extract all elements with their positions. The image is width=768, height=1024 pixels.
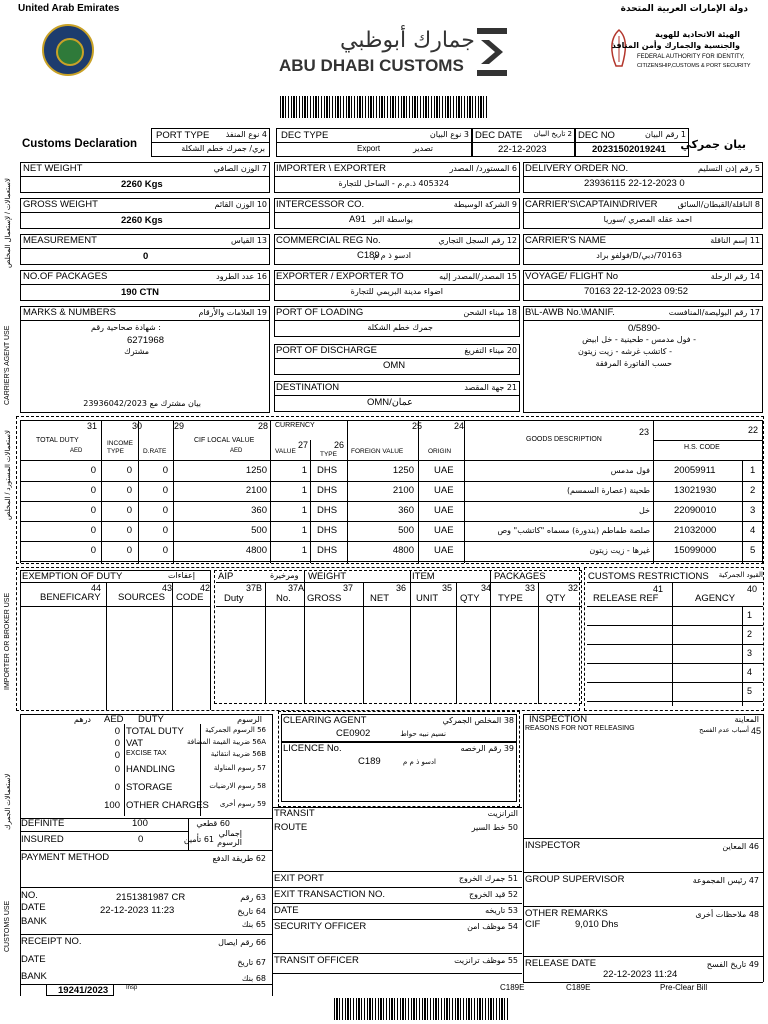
goods-cell-type: DHS bbox=[317, 545, 338, 556]
duty-row-ar: 57 رسوم المناولة bbox=[213, 764, 266, 772]
duty-row-label: HANDLING bbox=[126, 764, 176, 775]
goods-cell-duty: 0 bbox=[90, 545, 96, 556]
restriction-row-num: 3 bbox=[747, 648, 753, 658]
duty-row-label: STORAGE bbox=[126, 782, 173, 793]
goods-cell-origin: UAE bbox=[434, 525, 454, 536]
goods-cell-no: 1 bbox=[750, 465, 756, 476]
goods-cell-rate: 0 bbox=[162, 465, 168, 476]
duty-row-ar: 56A ضريبة القيمة المضافة bbox=[187, 738, 266, 746]
goods-row-divider bbox=[20, 561, 763, 562]
side-label-1: لاستعمالات / لإستعمال المخلص bbox=[5, 177, 12, 268]
goods-cell-val: 1 bbox=[301, 545, 307, 556]
goods-cell-rate: 0 bbox=[162, 485, 168, 496]
awb-field: B\L-AWB No.\MANIF. 17 رقم البوليصة/المنافست 0/5890- - فول مدمس - طحينية - خل ابيض - كاتشب غرشه - زيت زيتون حسب الفاتورة المرفقة bbox=[523, 306, 763, 413]
packages-field: NO.OF PACKAGES 16 عدد الطرود 190 CTN bbox=[20, 270, 270, 301]
goods-cell-cif: 4800 bbox=[245, 545, 267, 556]
goods-cell-rate: 0 bbox=[162, 505, 168, 516]
port-discharge-field: PORT OF DISCHARGE 20 ميناء التفريغ OMN bbox=[274, 344, 520, 375]
goods-cell-cif: 1250 bbox=[245, 465, 267, 476]
restriction-row-divider bbox=[587, 682, 763, 683]
goods-cell-no: 4 bbox=[750, 525, 756, 536]
duty-row-ar: 56B ضريبة انتقائية bbox=[210, 750, 266, 758]
goods-cell-desc: خل bbox=[638, 506, 650, 515]
barcode-top bbox=[280, 96, 488, 118]
dec-ref: 19241/2023 bbox=[58, 985, 109, 996]
authority-en2: CITIZENSHIP,CUSTOMS & PORT SECURITY bbox=[637, 63, 751, 69]
goods-cell-duty: 0 bbox=[90, 485, 96, 496]
footer-c189e-1: C189E bbox=[500, 983, 525, 992]
duty-row-label: OTHER CHARGES bbox=[126, 800, 209, 811]
marks-field: MARKS & NUMBERS 19 العلامات والأرقام : شهادة صحاحية رقم 6271968 مشترك بيان مشترك مع 23936042/2023 bbox=[20, 306, 270, 413]
goods-cell-rate: 0 bbox=[162, 525, 168, 536]
footer-pre-clear: Pre-Clear Bill bbox=[660, 983, 708, 992]
goods-cell-val: 1 bbox=[301, 525, 307, 536]
customs-logo-icon bbox=[475, 26, 509, 78]
importer-field: IMPORTER \ EXPORTER 6 المستورد/ المصدر 405324 ذ.م.م - الساحل للتجارة bbox=[274, 162, 520, 193]
page-title: Customs Declaration bbox=[22, 138, 138, 150]
carrier-captain-field: CARRIER'S\CAPTAIN\DRIVER 8 الناقلة/القبطان/السائق احمد عقله المصري /سوريا bbox=[523, 198, 763, 229]
goods-cell-income: 0 bbox=[126, 485, 132, 496]
duty-row-label: TOTAL DUTY bbox=[126, 726, 184, 737]
inspection-section: INSPECTION المعاينة REASONS FOR NOT RELEASING أسباب عدم الفسح 45 INSPECTOR 46 المعاين GROUP SUPERVISOR 47 رئيس المجموعة OTHER REMARKS 48 ملاحظات أخرى CIF 9,010 Dhs RELEASE DATE 49 تاريخ الفسح 22-12-2023 11:24 bbox=[523, 714, 763, 982]
port-loading-field: PORT OF LOADING 18 ميناء الشحن جمرك خطم الشكلة bbox=[274, 306, 520, 337]
customs-en: ABU DHABI CUSTOMS bbox=[279, 56, 464, 75]
goods-cell-rate: 0 bbox=[162, 545, 168, 556]
goods-cell-cif: 500 bbox=[251, 525, 267, 536]
net-weight-field: NET WEIGHT 7 الوزن الصافي 2260 Kgs bbox=[20, 162, 270, 193]
authority-en1: FEDERAL AUTHORITY FOR IDENTITY, bbox=[637, 54, 745, 60]
country-ar: دولة الإمارات العربية المتحدة bbox=[620, 4, 748, 14]
goods-cell-income: 0 bbox=[126, 525, 132, 536]
goods-cell-duty: 0 bbox=[90, 525, 96, 536]
restriction-row-num: 2 bbox=[747, 629, 753, 639]
restrictions-table: CUSTOMS RESTRICTIONS القيود الجمركية 41 RELEASE REF 40 AGENCY 1 2 3 4 5 bbox=[587, 570, 763, 710]
authority-ar2: والجنسية والجمارك وأمن المنافذ bbox=[611, 41, 740, 50]
country-en: United Arab Emirates bbox=[18, 3, 120, 14]
goods-cell-origin: UAE bbox=[434, 485, 454, 496]
restriction-row-divider bbox=[587, 663, 763, 664]
goods-cell-type: DHS bbox=[317, 525, 338, 536]
delivery-order-field: DELIVERY ORDER NO. 5 رقم إذن التسليم 23936115 22-12-2023 0 bbox=[523, 162, 763, 193]
side-label-3: لاستعمالات المستورد / المخلص bbox=[5, 429, 12, 520]
dec-date-box: DEC DATE 2 تاريخ البيان 22-12-2023 bbox=[472, 128, 575, 157]
restriction-row-divider bbox=[587, 701, 763, 702]
measurement-field: MEASUREMENT 13 القياس 0 bbox=[20, 234, 270, 265]
dec-type-box: DEC TYPE 3 نوع البيان Export تصدير bbox=[276, 128, 472, 157]
side-label-4: IMPORTER OR BROKER USE bbox=[4, 592, 11, 690]
goods-cell-type: DHS bbox=[317, 485, 338, 496]
customs-ar: جمارك أبوظبي bbox=[340, 28, 475, 53]
side-label-5: لاستعمالات الجمرك bbox=[5, 773, 12, 830]
duty-section: درهم AED DUTY الرسوم 0 TOTAL DUTY 56 الرسوم الجمركية 0 VAT 56A ضريبة القيمة المضافة 0 EXCISE TAX 56B ضريبة انتقائية 0 HANDLING 57 رسوم المناولة 0 STORAGE 58 رسوم الارضيات 100 OTHER CHARGES 59 رسوم أخرى DEFINITE 100 60 قطعي INSURED 0 61 تأمين إجمالي الرسوم PAYMENT METHOD 62 طريقة الدفع NO. 2151381987 CR 63 رقم DATE 22-12-2023 11:23 64 تاريخ BANK 65 بنك RECEIPT NO. 66 رقم ايصال DATE 67 تاريخ BANK 68 بنك 19241/2023 Insp bbox=[20, 714, 272, 996]
goods-cell-hs: 13021930 bbox=[674, 485, 717, 496]
restriction-row-num: 1 bbox=[747, 610, 753, 620]
goods-cell-no: 2 bbox=[750, 485, 756, 496]
goods-cell-val: 1 bbox=[301, 505, 307, 516]
goods-cell-origin: UAE bbox=[434, 465, 454, 476]
goods-cell-cif: 360 bbox=[251, 505, 267, 516]
goods-cell-origin: UAE bbox=[434, 505, 454, 516]
goods-cell-income: 0 bbox=[126, 465, 132, 476]
restriction-row-num: 5 bbox=[747, 686, 753, 696]
exporter-to-field: EXPORTER / EXPORTER TO 15 المصدر/المصدر إليه اضواء مدينة البريمي للتجارة bbox=[274, 270, 520, 301]
duty-row-val: 0 bbox=[114, 782, 120, 793]
duty-row-val: 0 bbox=[114, 764, 120, 775]
goods-cell-foreign: 1250 bbox=[392, 465, 414, 476]
goods-cell-foreign: 500 bbox=[398, 525, 414, 536]
goods-table: 31 30 29 28 CURRENCY 27 26 25 24 23 22 TOTAL DUTY AED INCOME TYPE D.RATE CIF LOCAL VALUE AED VALUE TYPE FOREIGN VALUE ORIGIN GOODS DESCRIPTION H.S. CODE 0 0 0 1250 1 DHS 1250 UAE 20059911 1 فول مدمس 0 0 0 2100 1 DHS 2100 UAE 13021930 2 طحينة (عصارة السمسم) 0 0 0 360 1 DHS 360 UAE 22090010 3 خل 0 0 0 500 1 DHS 500 UAE 21032000 4 صلصة طماطم (بندورة) مسماه "كاتشب" وص 0 0 0 4800 1 DHS 4800 UAE 15099000 5 غيرها - زيت زيتون bbox=[20, 420, 763, 563]
duty-row-val: 100 bbox=[104, 800, 120, 811]
goods-cell-desc: غيرها - زيت زيتون bbox=[589, 546, 650, 555]
goods-cell-hs: 21032000 bbox=[674, 525, 717, 536]
goods-cell-desc: فول مدمس bbox=[610, 466, 650, 475]
authority-ar1: الهيئة الاتحادية للهوية bbox=[655, 30, 740, 39]
goods-cell-duty: 0 bbox=[90, 505, 96, 516]
goods-row-divider bbox=[20, 501, 763, 502]
goods-cell-desc: صلصة طماطم (بندورة) مسماه "كاتشب" وص bbox=[497, 526, 650, 535]
goods-cell-hs: 22090010 bbox=[674, 505, 717, 516]
side-label-2: CARRIER'S AGENT USE bbox=[4, 325, 11, 405]
duty-row-val: 0 bbox=[114, 750, 120, 761]
duty-row-val: 0 bbox=[114, 726, 120, 737]
licence-field: LICENCE No. 39 رقم الرخصه C189 ادسو ذ م م bbox=[281, 742, 517, 802]
goods-cell-no: 3 bbox=[750, 505, 756, 516]
duty-row-ar: 59 رسوم أخرى bbox=[219, 800, 266, 808]
destination-field: DESTINATION 21 جهة المقصد OMN/عمان bbox=[274, 381, 520, 412]
goods-cell-desc: طحينة (عصارة السمسم) bbox=[566, 486, 650, 495]
goods-cell-hs: 15099000 bbox=[674, 545, 717, 556]
intercessor-field: INTERCESSOR CO. 9 الشركة الوسيطة A91 بواسطة البر bbox=[274, 198, 520, 229]
transit-section: TRANSIT الترانزيت ROUTE 50 خط السير EXIT PORT 51 جمرك الخروج EXIT TRANSACTION NO. 52 قيد الخروج DATE 53 تاريخه SECURITY OFFICER 54 موظف امن TRANSIT OFFICER 55 موظف ترانزيت bbox=[272, 807, 522, 973]
commercial-reg-field: COMMERCIAL REG No. 12 رقم السجل التجاري C189 ادسو ذ م م bbox=[274, 234, 520, 265]
voyage-field: VOYAGE/ FLIGHT No 14 رقم الرحلة 70163 22-12-2023 09:52 bbox=[523, 270, 763, 301]
goods-row-divider bbox=[20, 521, 763, 522]
gross-weight-field: GROSS WEIGHT 10 الوزن القائم 2260 Kgs bbox=[20, 198, 270, 229]
goods-cell-origin: UAE bbox=[434, 545, 454, 556]
goods-cell-income: 0 bbox=[126, 545, 132, 556]
exemption-table: EXEMPTION OF DUTY إعفاءات 44 43 42 BENEFICARY SOURCES CODE AIP ومرخيرة 37B Duty 37A No. WEIGHT 37 GROSS 36 NET ITEM 35 UNIT 34 QTY PACKAGES 33 TYPE 32 QTY bbox=[20, 570, 580, 710]
carrier-name-field: CARRIER'S NAME 11 إسم الناقلة 70163/دبي/D/فولفو براد bbox=[523, 234, 763, 265]
goods-row-divider bbox=[20, 481, 763, 482]
goods-cell-type: DHS bbox=[317, 465, 338, 476]
footer-c189e-2: C189E bbox=[566, 983, 591, 992]
duty-row-ar: 56 الرسوم الجمركية bbox=[205, 726, 266, 734]
page-title-ar: بيان جمركي bbox=[680, 138, 746, 151]
goods-row-divider bbox=[20, 541, 763, 542]
goods-cell-type: DHS bbox=[317, 505, 338, 516]
goods-cell-foreign: 4800 bbox=[392, 545, 414, 556]
barcode-bottom bbox=[334, 998, 510, 1020]
duty-row-label: VAT bbox=[126, 738, 144, 749]
port-type-box: PORT TYPE 4 نوع المنفذ بري/ جمرك خطم الشكلة bbox=[151, 128, 270, 157]
goods-cell-no: 5 bbox=[750, 545, 756, 556]
clearing-agent-field: CLEARING AGENT 38 المخلص الجمركي CE0902 نسيم نبيه حواط bbox=[281, 714, 517, 742]
goods-cell-duty: 0 bbox=[90, 465, 96, 476]
goods-cell-foreign: 360 bbox=[398, 505, 414, 516]
goods-cell-hs: 20059911 bbox=[674, 465, 716, 476]
restriction-row-divider bbox=[587, 644, 763, 645]
goods-cell-cif: 2100 bbox=[245, 485, 267, 496]
restriction-row-divider bbox=[587, 625, 763, 626]
goods-cell-val: 1 bbox=[301, 485, 307, 496]
side-label-6: CUSTOMS USE bbox=[4, 900, 11, 952]
duty-row-val: 0 bbox=[114, 738, 120, 749]
gcc-emblem-icon bbox=[42, 24, 94, 76]
dec-no-box: DEC NO 1 رقم البيان 20231502019241 bbox=[575, 128, 689, 157]
goods-cell-income: 0 bbox=[126, 505, 132, 516]
restriction-row-num: 4 bbox=[747, 667, 753, 677]
duty-row-ar: 58 رسوم الارضيات bbox=[209, 782, 266, 790]
duty-row-label: EXCISE TAX bbox=[126, 750, 167, 757]
goods-cell-val: 1 bbox=[301, 465, 307, 476]
goods-cell-foreign: 2100 bbox=[392, 485, 414, 496]
